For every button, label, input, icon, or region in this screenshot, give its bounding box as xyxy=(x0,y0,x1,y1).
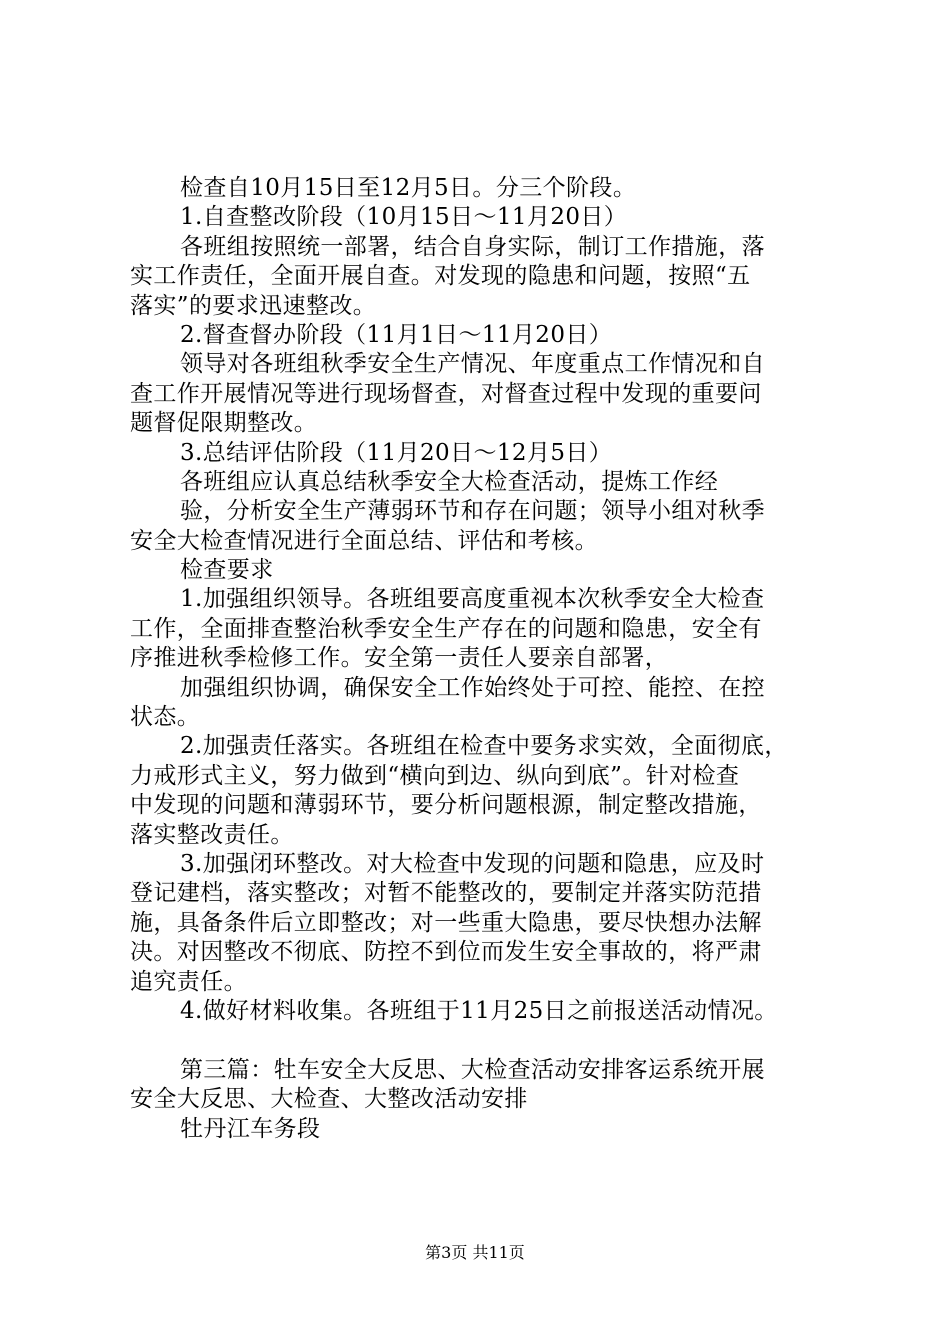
text-line: 验，分析安全生产薄弱环节和存在问题；领导小组对秋季 xyxy=(180,498,765,525)
section-heading: 检查要求 xyxy=(180,557,274,584)
text-line: 状态。 xyxy=(130,704,201,731)
section-heading: 1.自查整改阶段（10月15日～11月20日） xyxy=(180,204,628,231)
text-line: 决。对因整改不彻底、防控不到位而发生安全事故的，将严肃 xyxy=(130,939,762,966)
text-line: 1.加强组织领导。各班组要高度重视本次秋季安全大检查 xyxy=(180,586,765,613)
text-line: 加强组织协调，确保安全工作始终处于可控、能控、在控 xyxy=(180,674,765,701)
text-line: 安全大检查情况进行全面总结、评估和考核。 xyxy=(130,527,598,554)
organization-name: 牡丹江车务段 xyxy=(180,1115,321,1142)
text-line: 中发现的问题和薄弱环节，要分析问题根源，制定整改措施， xyxy=(130,792,762,819)
text-line: 落实整改责任。 xyxy=(130,821,294,848)
section-heading: 3.总结评估阶段（11月20日～12月5日） xyxy=(180,439,613,466)
text-line: 工作，全面排查整治秋季安全生产存在的问题和隐患，安全有 xyxy=(130,615,762,642)
text-line: 题督促限期整改。 xyxy=(130,410,318,437)
text-line: 检查自10月15日至12月5日。分三个阶段。 xyxy=(180,175,637,201)
chapter-title: 安全大反思、大检查、大整改活动安排 xyxy=(130,1086,528,1113)
text-line: 各班组按照统一部署，结合自身实际，制订工作措施，落 xyxy=(180,233,765,260)
text-line: 3.加强闭环整改。对大检查中发现的问题和隐患，应及时 xyxy=(180,850,765,877)
text-line: 2.加强责任落实。各班组在检查中要务求实效，全面彻底， xyxy=(180,733,788,760)
chapter-title: 第三篇：牡车安全大反思、大检查活动安排客运系统开展 xyxy=(180,1056,765,1083)
text-line: 登记建档，落实整改；对暂不能整改的，要制定并落实防范措 xyxy=(130,880,762,907)
text-line: 4.做好材料收集。各班组于11月25日之前报送活动情况。 xyxy=(180,997,778,1024)
text-line: 追究责任。 xyxy=(130,968,247,995)
section-heading: 2.督查督办阶段（11月1日～11月20日） xyxy=(180,321,613,348)
document-body xyxy=(130,174,840,1144)
text-line: 查工作开展情况等进行现场督查，对督查过程中发现的重要问 xyxy=(130,380,762,407)
text-line: 施，具备条件后立即整改；对一些重大隐患，要尽快想办法解 xyxy=(130,909,762,936)
text-line: 各班组应认真总结秋季安全大检查活动，提炼工作经 xyxy=(180,468,719,495)
text-line: 落实”的要求迅速整改。 xyxy=(130,292,377,319)
text-line: 序推进秋季检修工作。安全第一责任人要亲自部署， xyxy=(130,645,669,672)
text-line: 领导对各班组秋季安全生产情况、年度重点工作情况和自 xyxy=(180,351,765,378)
text-line: 实工作责任，全面开展自查。对发现的隐患和问题，按照“五 xyxy=(130,263,751,290)
page-footer: 第3页 共11页 xyxy=(425,1243,525,1262)
paragraph-gap xyxy=(130,1026,840,1055)
text-line: 力戒形式主义，努力做到“横向到边、纵向到底”。针对检查 xyxy=(130,762,740,789)
